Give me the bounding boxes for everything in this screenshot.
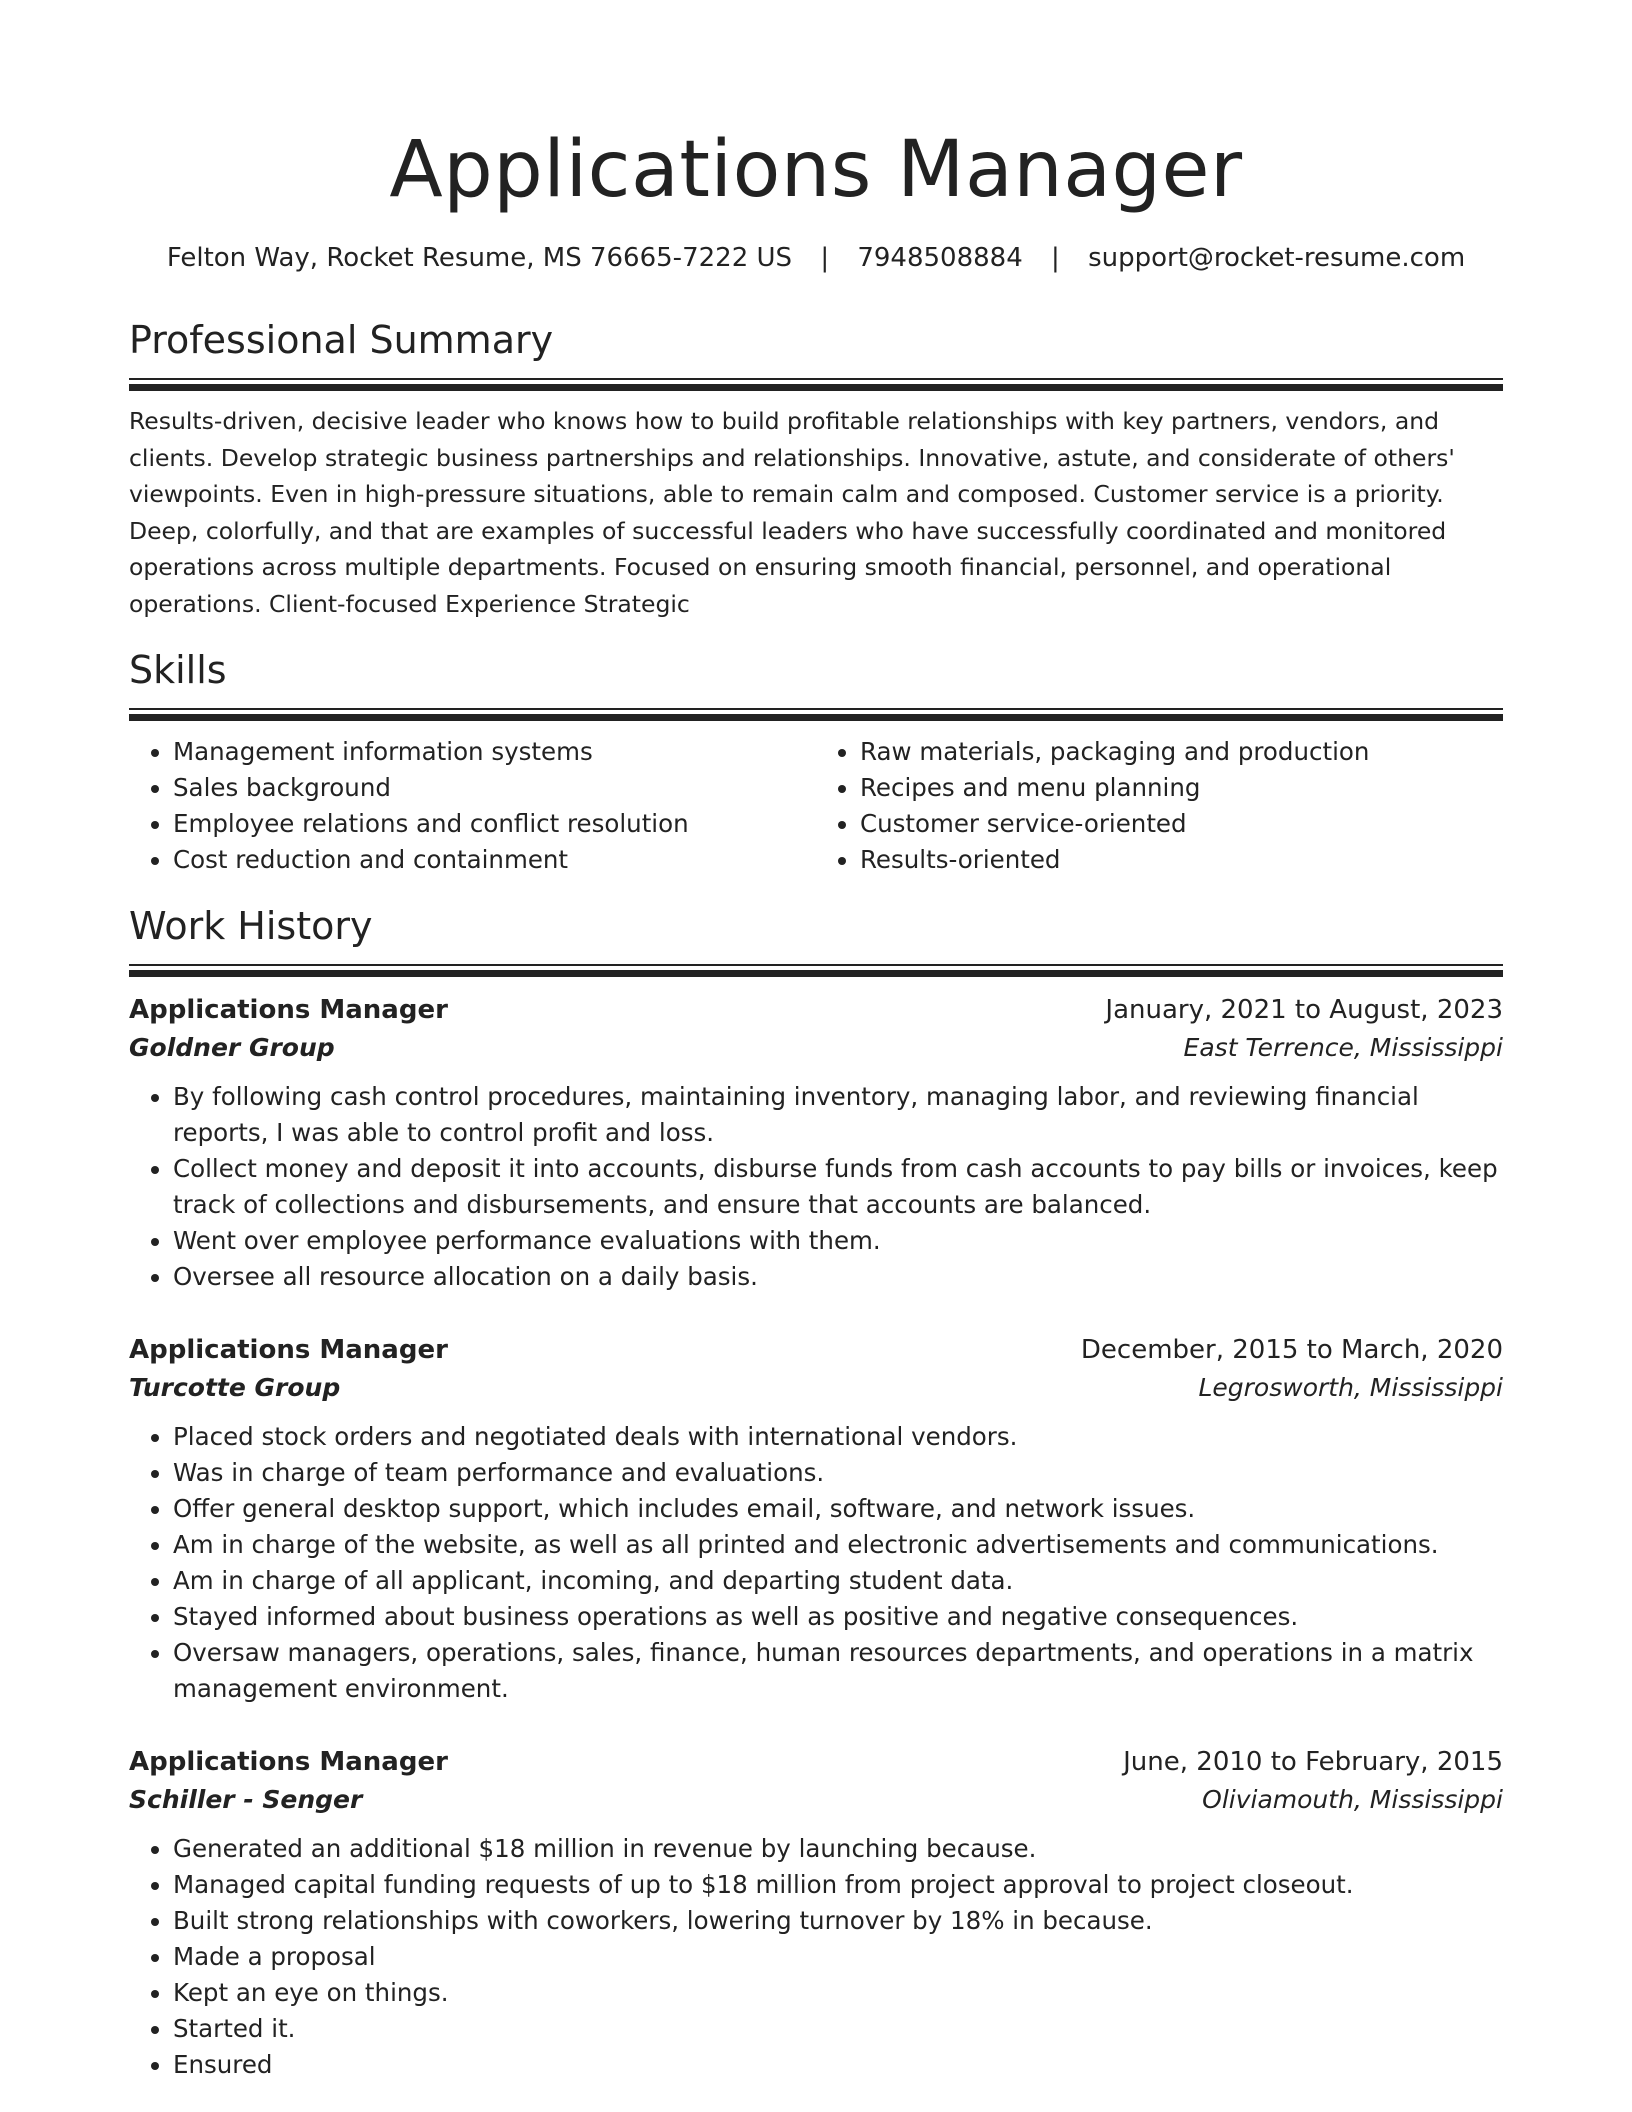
job-dates: December, 2015 to March, 2020 <box>1080 1335 1503 1365</box>
job-bullet: • Oversaw managers, operations, sales, finance, human resources departments, and operations in a matrix management environment. <box>173 1635 1503 1707</box>
job-bullet: • Oversee all resource allocation on a daily basis. <box>173 1259 1503 1295</box>
skill-item: • Raw materials, packaging and production <box>860 734 1503 770</box>
skill-item: • Management information systems <box>173 734 816 770</box>
job-location: Legrosworth, Mississippi <box>1198 1373 1503 1402</box>
job-company: Schiller - Senger <box>129 1785 363 1814</box>
section-divider <box>129 378 1503 391</box>
job-bullet: • Managed capital funding requests of up to $18 million from project approval to project closeout. <box>173 1867 1503 1903</box>
contact-line <box>129 240 1503 276</box>
job-bullet: • Kept an eye on things. <box>173 1975 1503 2011</box>
job-bullets <box>129 1079 1503 1295</box>
section-title-work-history: Work History <box>129 904 373 948</box>
skill-item: • Recipes and menu planning <box>860 770 1503 806</box>
section-divider <box>129 964 1503 977</box>
resume-name: Applications Manager <box>389 125 1243 215</box>
job-entry <box>129 1331 1503 1707</box>
skill-item: • Sales background <box>173 770 816 806</box>
work-history-section <box>129 902 1503 2083</box>
job-bullet: • Made a proposal <box>173 1939 1503 1975</box>
job-dates: January, 2021 to August, 2023 <box>1105 995 1503 1025</box>
contact-separator: | <box>1051 243 1060 273</box>
job-dates: June, 2010 to February, 2015 <box>1123 1747 1503 1777</box>
job-bullet: • Started it. <box>173 2011 1503 2047</box>
job-entry <box>129 991 1503 1295</box>
contact-address: Felton Way, Rocket Resume, MS 76665-7222 US <box>166 243 793 273</box>
job-bullet: • Am in charge of the website, as well as all printed and electronic advertisements and communications. <box>173 1527 1503 1563</box>
job-bullet: • Stayed informed about business operations as well as positive and negative consequences. <box>173 1599 1503 1635</box>
job-bullet: • By following cash control procedures, maintaining inventory, managing labor, and reviewing financial reports, I was able to control profit and loss. <box>173 1079 1503 1151</box>
contact-separator: | <box>820 243 830 273</box>
job-header <box>129 991 1503 1029</box>
job-bullets <box>129 1831 1503 2083</box>
skills-column-right <box>816 734 1503 878</box>
job-subheader <box>129 1369 1503 1407</box>
job-entry <box>129 1743 1503 2083</box>
skills-grid <box>129 734 1503 878</box>
job-title: Applications Manager <box>129 995 448 1025</box>
job-bullet: • Was in charge of team performance and evaluations. <box>173 1455 1503 1491</box>
section-title-skills: Skills <box>129 648 227 692</box>
job-title: Applications Manager <box>129 1335 448 1365</box>
skill-item: • Customer service-oriented <box>860 806 1503 842</box>
job-header <box>129 1331 1503 1369</box>
contact-email: support@rocket-resume.com <box>1088 243 1466 273</box>
skill-item: • Results-oriented <box>860 842 1503 878</box>
job-bullet: • Offer general desktop support, which includes email, software, and network issues. <box>173 1491 1503 1527</box>
section-divider <box>129 708 1503 721</box>
job-bullet: • Built strong relationships with coworkers, lowering turnover by 18% in because. <box>173 1903 1503 1939</box>
job-bullet: • Went over employee performance evaluations with them. <box>173 1223 1503 1259</box>
job-bullet: • Am in charge of all applicant, incoming, and departing student data. <box>173 1563 1503 1599</box>
job-company: Turcotte Group <box>129 1373 341 1402</box>
skills-section <box>129 646 1503 878</box>
skill-item: • Cost reduction and containment <box>173 842 816 878</box>
job-header <box>129 1743 1503 1781</box>
professional-summary-section <box>129 316 1503 622</box>
job-bullet: • Ensured <box>173 2047 1503 2083</box>
job-company: Goldner Group <box>129 1033 335 1062</box>
job-location: East Terrence, Mississippi <box>1183 1033 1503 1062</box>
skill-item: • Employee relations and conflict resolution <box>173 806 816 842</box>
contact-phone: 7948508884 <box>857 243 1023 273</box>
job-bullet: • Placed stock orders and negotiated deals with international vendors. <box>173 1419 1503 1455</box>
job-title: Applications Manager <box>129 1747 448 1777</box>
job-bullet: • Collect money and deposit it into accounts, disburse funds from cash accounts to pay bills or invoices, keep track of collections and disbursements, and ensure that accounts are balanced. <box>173 1151 1503 1223</box>
job-subheader <box>129 1029 1503 1067</box>
job-location: Oliviamouth, Mississippi <box>1202 1785 1503 1814</box>
skills-column-left <box>129 734 816 878</box>
job-subheader <box>129 1781 1503 1819</box>
job-bullet: • Generated an additional $18 million in revenue by launching because. <box>173 1831 1503 1867</box>
summary-text: Results-driven, decisive leader who knows how to build profitable relationships with key partners, vendors, and clients. Develop strategic business partnerships and relationships. Innovative, astute, and considerate of others' viewpoints. Even in high-pressure situations, able to remain calm and composed. Customer service is a priority. Deep, colorfully, and that are examples of successful leaders who have successfully coordinated and monitored operations across multiple departments. Focused on ensuring smooth financial, personnel, and operational operations. Client-focused Experience Strategic <box>129 407 1455 618</box>
section-title-summary: Professional Summary <box>129 318 554 362</box>
job-bullets <box>129 1419 1503 1707</box>
